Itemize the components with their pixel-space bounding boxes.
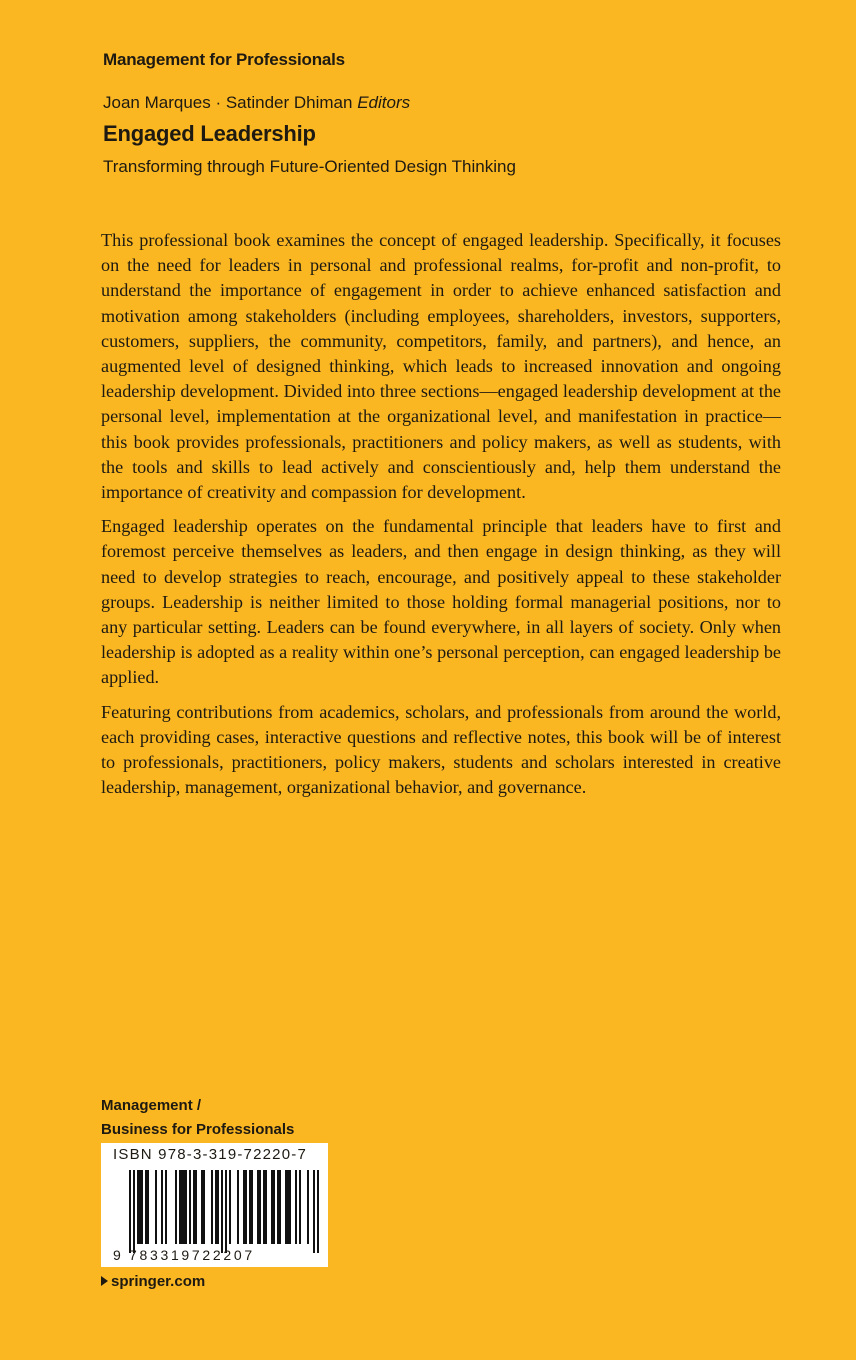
barcode-first-digit: 9 bbox=[113, 1247, 121, 1263]
barcode-bar bbox=[273, 1170, 275, 1244]
book-description bbox=[101, 228, 781, 809]
barcode-digits: 783319722207 bbox=[129, 1247, 255, 1263]
barcode-bar bbox=[215, 1170, 217, 1244]
arrow-right-icon bbox=[101, 1276, 108, 1286]
editors-line bbox=[103, 93, 410, 113]
description-paragraph-3: Featuring contributions from academics, scholars, and professionals from around the world, each providing cases, interactive questions and reflective notes, this book will be of interest to professionals, practitioners, policy makers, students and scholars interested in creative leadership, management, organizational behavior, and governance. bbox=[101, 701, 781, 798]
barcode-bar bbox=[279, 1170, 281, 1244]
barcode-bar bbox=[249, 1170, 251, 1244]
barcode-bar bbox=[195, 1170, 197, 1244]
series-title: Management for Professionals bbox=[103, 50, 345, 69]
website-label: springer.com bbox=[111, 1273, 206, 1290]
barcode-bar bbox=[299, 1170, 301, 1244]
barcode-bar bbox=[175, 1170, 177, 1244]
barcode-bar bbox=[189, 1170, 191, 1244]
barcode-bar bbox=[137, 1170, 139, 1244]
barcode-bar bbox=[161, 1170, 163, 1244]
barcode-bar bbox=[277, 1170, 279, 1244]
description-paragraph-1: This professional book examines the concept of engaged leadership. Specifically, it focuses on the need for leaders in personal and professional realms, for-profit and non-profit, to understand the importance of engagement in order to achieve enhanced satisfaction and motivation among stakeholders (including employees, shareholders, investors, supporters, customers, suppliers, the community, competitors, family, and partners), and hence, an augmented level of designed thinking, which leads to increased innovation and ongoing leadership development. Divided into three sections—engaged leadership development at the personal level, implementation at the organizational level, and manifestation in practice—this book provides professionals, practitioners and policy makers, as well as students, with the tools and skills to lead actively and conscientiously and, help them understand the importance of creativity and compassion for development. bbox=[101, 230, 781, 503]
barcode-bar bbox=[251, 1170, 253, 1244]
barcode-bar bbox=[201, 1170, 203, 1244]
isbn-barcode bbox=[101, 1143, 328, 1267]
barcode-bar bbox=[225, 1170, 227, 1253]
barcode-bar bbox=[229, 1170, 231, 1244]
barcode-bar bbox=[271, 1170, 273, 1244]
barcode-bar bbox=[217, 1170, 219, 1244]
barcode-bar bbox=[257, 1170, 259, 1244]
barcode-bar bbox=[259, 1170, 261, 1244]
barcode-bar bbox=[221, 1170, 223, 1253]
book-title: Engaged Leadership bbox=[103, 121, 316, 146]
barcode-bar bbox=[165, 1170, 167, 1244]
editor-names: Joan Marques · Satinder Dhiman bbox=[103, 93, 353, 112]
barcode-bar bbox=[147, 1170, 149, 1244]
subject-category bbox=[101, 1094, 294, 1142]
barcode-bar bbox=[317, 1170, 319, 1253]
barcode-bar bbox=[181, 1170, 183, 1244]
barcode-bar bbox=[295, 1170, 297, 1244]
barcode-bar bbox=[289, 1170, 291, 1244]
barcode-bar bbox=[141, 1170, 143, 1244]
barcode-bar bbox=[237, 1170, 239, 1244]
barcode-bar bbox=[183, 1170, 185, 1244]
barcode-bar bbox=[129, 1170, 131, 1253]
book-subtitle: Transforming through Future-Oriented Design Thinking bbox=[103, 157, 516, 176]
barcode-bar bbox=[287, 1170, 289, 1244]
category-line-2: Business for Professionals bbox=[101, 1121, 295, 1138]
barcode-bar bbox=[211, 1170, 213, 1244]
barcode-bar bbox=[263, 1170, 265, 1244]
barcode-bar bbox=[155, 1170, 157, 1244]
description-paragraph-2: Engaged leadership operates on the fundamental principle that leaders have to first and foremost perceive themselves as leaders, and then engage in design thinking, as they will need to develop strategies to reach, encourage, and positively appeal to these stakeholder groups. Leadership is neither limited to those holding formal managerial positions, nor to any particular setting. Leaders can be found everywhere, in all layers of society. Only when leadership is adopted as a reality within one’s personal perception, can engaged leadership be applied. bbox=[101, 516, 781, 688]
editors-role: Editors bbox=[357, 93, 411, 112]
barcode-bar bbox=[179, 1170, 181, 1244]
barcode-bar bbox=[313, 1170, 315, 1253]
barcode-bar bbox=[203, 1170, 205, 1244]
barcode-bar bbox=[193, 1170, 195, 1244]
isbn-label: ISBN 978-3-319-72220-7 bbox=[113, 1146, 308, 1163]
barcode-bar bbox=[265, 1170, 267, 1244]
barcode-bar bbox=[139, 1170, 141, 1244]
barcode-bar bbox=[285, 1170, 287, 1244]
barcode-bar bbox=[185, 1170, 187, 1244]
barcode-bar bbox=[245, 1170, 247, 1244]
barcode-bar bbox=[307, 1170, 309, 1244]
publisher-website[interactable] bbox=[101, 1273, 205, 1290]
category-line-1: Management / bbox=[101, 1097, 202, 1114]
barcode-bar bbox=[243, 1170, 245, 1244]
barcode-bar bbox=[133, 1170, 135, 1253]
barcode-bar bbox=[145, 1170, 147, 1244]
